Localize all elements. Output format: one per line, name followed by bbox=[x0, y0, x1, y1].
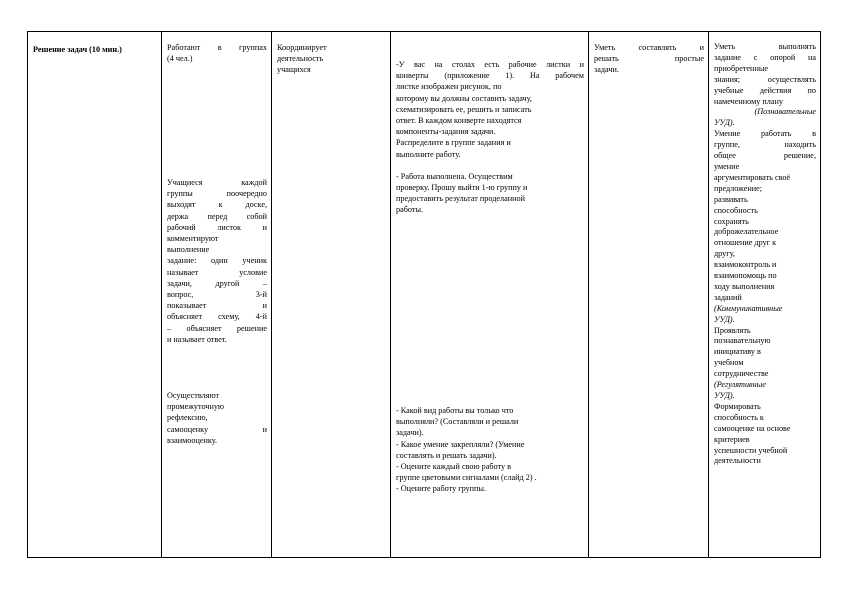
text-line: задание с опорой на bbox=[714, 52, 816, 62]
col-divider-3 bbox=[390, 31, 391, 558]
text-line: Уметь составлять и bbox=[594, 43, 704, 52]
col-divider-1 bbox=[161, 31, 162, 558]
text-line: - Оцените работу группы. bbox=[396, 484, 486, 494]
text-line: общее решение, bbox=[714, 151, 816, 161]
table-top-border bbox=[27, 31, 821, 32]
text-line: выполняли? (Составляли и решали bbox=[396, 417, 519, 427]
col-divider-6 bbox=[820, 31, 821, 558]
text-line: Формировать bbox=[714, 401, 761, 411]
stage-title: Решение задач (10 мин.) bbox=[33, 45, 122, 54]
students-reflection-block bbox=[167, 390, 267, 446]
col-divider-5 bbox=[708, 31, 709, 558]
text-line: выходят к доске, bbox=[167, 200, 267, 210]
text-line: называет условие bbox=[167, 267, 267, 277]
content-cell-questions bbox=[396, 405, 584, 495]
stage-cell bbox=[33, 44, 157, 55]
text-line: другу, bbox=[714, 249, 735, 259]
text-line: деятельность bbox=[277, 54, 324, 64]
students-presentation-block bbox=[167, 177, 267, 345]
text-line: критериев bbox=[714, 434, 750, 444]
text-line: задачи, другой – bbox=[167, 278, 267, 288]
text-line: - Какое умение закрепляли? (Умение bbox=[396, 439, 525, 449]
text-line: Проявлять bbox=[714, 325, 751, 335]
text-line: задачи). bbox=[396, 428, 424, 438]
text-line: группы поочередно bbox=[167, 189, 267, 199]
text-line: Учащиеся каждой bbox=[167, 178, 267, 187]
text-line: познавательную bbox=[714, 336, 771, 346]
text-line: компоненты-задания задачи. bbox=[396, 127, 496, 137]
text-line: инициативу в bbox=[714, 347, 761, 357]
uud-type-label: УУД). bbox=[714, 391, 735, 400]
text-line: ответ. В каждом конверте находятся bbox=[396, 116, 522, 126]
text-line: сотрудничестве bbox=[714, 369, 769, 379]
text-line: Умение работать в bbox=[714, 129, 816, 139]
col-divider-2 bbox=[271, 31, 272, 558]
text-line: предложение; bbox=[714, 183, 762, 193]
text-line: доброжелательное bbox=[714, 227, 779, 237]
text-line: - Какой вид работы вы только что bbox=[396, 406, 514, 415]
text-line: держа перед собой bbox=[167, 211, 267, 221]
text-line: ходу выполнения bbox=[714, 281, 775, 291]
text-line: способность bbox=[714, 205, 758, 215]
text-line: листке изображен рисунок, по bbox=[396, 82, 502, 92]
text-line: комментируют bbox=[167, 234, 219, 244]
text-line: - Оцените каждый свою работу в bbox=[396, 462, 512, 472]
students-line-1: Работают в группах bbox=[167, 43, 267, 52]
text-line: группе цветовыми сигналами (слайд 2) . bbox=[396, 473, 537, 483]
text-line: задание: один ученик bbox=[167, 256, 267, 266]
text-line: знания; осуществлять bbox=[714, 74, 816, 84]
text-line: учебном bbox=[714, 358, 744, 368]
text-line: отношение друг к bbox=[714, 238, 777, 248]
content-cell-instructions bbox=[396, 59, 584, 216]
teacher-activity-cell bbox=[277, 42, 385, 76]
text-line: конверты (приложение 1). На рабочем bbox=[396, 71, 584, 81]
text-line: Координирует bbox=[277, 43, 327, 52]
table-bottom-border bbox=[27, 557, 821, 558]
text-line: самооценку и bbox=[167, 424, 267, 434]
uud-type-label: (Регулятивные bbox=[714, 380, 766, 390]
text-line: решать простые bbox=[594, 54, 704, 64]
text-line: аргументировать своё bbox=[714, 172, 791, 182]
text-line: -У вас на столах есть рабочие листки и bbox=[396, 60, 584, 69]
text-line: предоставить результат проделанной bbox=[396, 194, 525, 204]
text-line: взаимоконтроль и bbox=[714, 260, 777, 270]
text-line: и называет ответ. bbox=[167, 334, 227, 344]
students-activity-cell bbox=[167, 42, 267, 64]
text-line: успешности учебной bbox=[714, 445, 788, 455]
text-line: объясняет схему, 4-й bbox=[167, 312, 267, 322]
col-divider-4 bbox=[588, 31, 589, 558]
text-line: Осуществляют bbox=[167, 391, 220, 400]
text-line: самооценке на основе bbox=[714, 423, 791, 433]
text-line: развивать bbox=[714, 194, 748, 204]
text-line: деятельности bbox=[714, 456, 761, 466]
text-line: показывает и bbox=[167, 301, 267, 311]
text-line: Распределите в группе задания и bbox=[396, 138, 511, 148]
text-line: группе, находить bbox=[714, 140, 816, 150]
uud-type-label: (Коммуникативные bbox=[714, 303, 783, 313]
text-line: вопрос, 3-й bbox=[167, 290, 267, 300]
uud-type-label: УУД). bbox=[714, 118, 735, 128]
uud-cell bbox=[714, 42, 816, 467]
text-line: работы. bbox=[396, 205, 424, 215]
text-line: задачи. bbox=[594, 65, 619, 75]
text-line: выполните работу. bbox=[396, 149, 461, 159]
subject-results-cell bbox=[594, 42, 704, 76]
text-line: которому вы должны составить задачу, bbox=[396, 93, 532, 103]
text-line: рефлексию, bbox=[167, 413, 208, 423]
text-line: сохранять bbox=[714, 216, 749, 226]
text-line: заданий bbox=[714, 292, 742, 302]
text-line: умение bbox=[714, 161, 740, 171]
uud-type-label: УУД). bbox=[714, 314, 735, 324]
text-line: учащихся bbox=[277, 65, 311, 75]
uud-type-label: (Познавательные bbox=[754, 107, 816, 117]
text-line: составлять и решать задачи). bbox=[396, 450, 497, 460]
text-line: Уметь выполнять bbox=[714, 42, 816, 51]
text-line: промежуточную bbox=[167, 402, 225, 412]
text-line: рабочий листок и bbox=[167, 222, 267, 232]
col-divider-0 bbox=[27, 31, 28, 558]
text-line: намеченному плану bbox=[714, 96, 783, 106]
students-line-2: (4 чел.) bbox=[167, 54, 193, 64]
text-line: взаимопомощь по bbox=[714, 271, 777, 281]
text-line: способность к bbox=[714, 412, 764, 422]
text-line: - Работа выполнена. Осуществим bbox=[396, 171, 513, 181]
text-line: выполнение bbox=[167, 245, 210, 255]
text-line: – объясняет решение bbox=[167, 323, 267, 333]
text-line: учебные действия по bbox=[714, 85, 816, 95]
text-line: приобретенные bbox=[714, 63, 768, 73]
text-line: схематизировать ее, решить и записать bbox=[396, 104, 532, 114]
text-line: взаимооценку. bbox=[167, 435, 218, 445]
text-line: проверку. Прошу выйти 1-ю группу и bbox=[396, 183, 528, 193]
